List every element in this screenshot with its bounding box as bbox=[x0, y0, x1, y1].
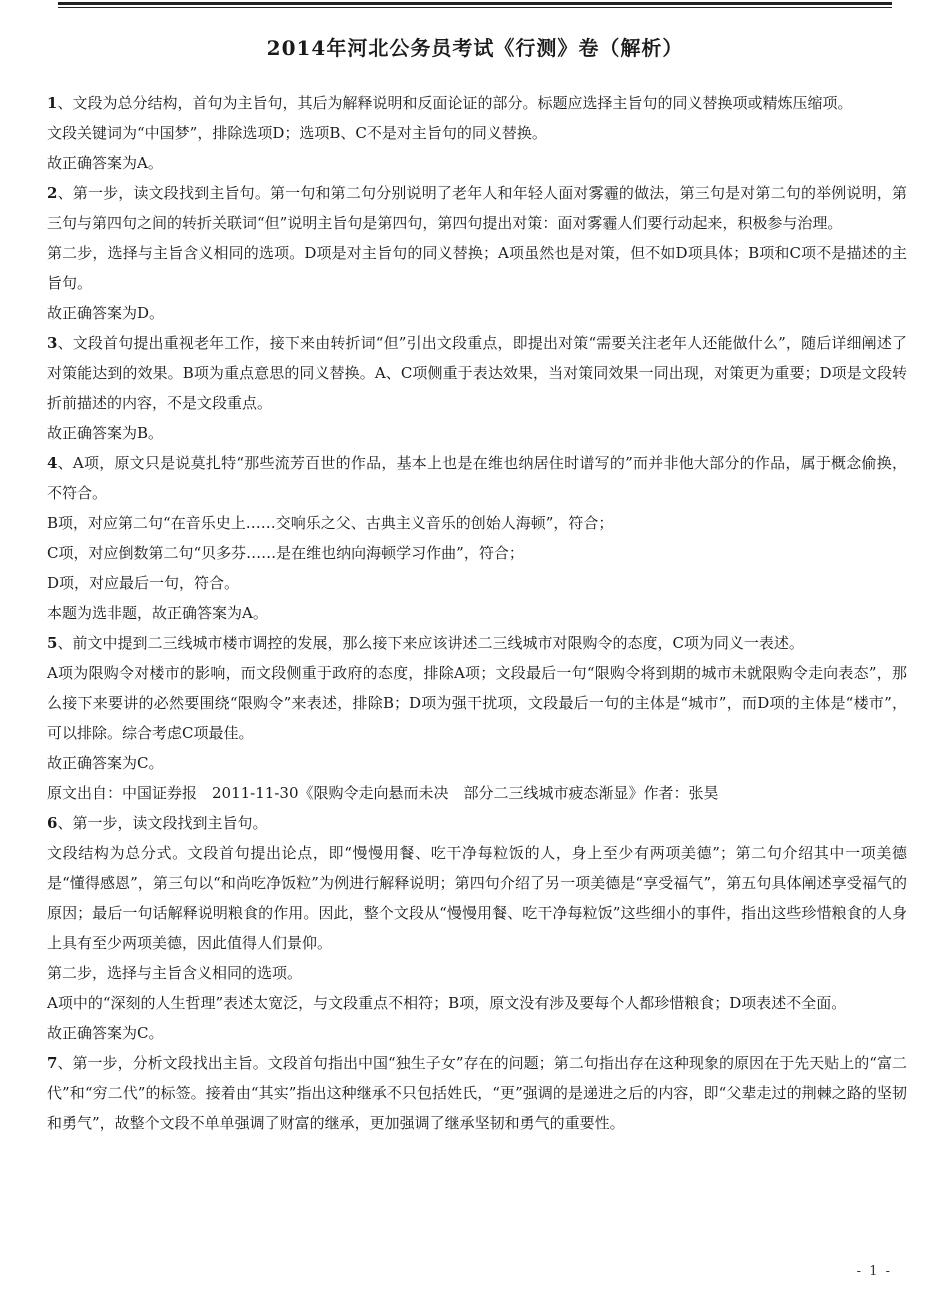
header-rule-thick bbox=[58, 2, 892, 5]
paragraph bbox=[47, 88, 907, 118]
paragraph-text: 、第一步，分析文段找出主旨。文段首句指出中国“独生子女”存在的问题；第二句指出存在这种现象的原因在于先天贴上的“富二代”和“穷二代”的标签。接着由“其实”指出这种继承不只包括姓氏，“更”强调的是递进之后的内容，即“父辈走过的荆棘之路的坚韧和勇气”，故整个文段不单单强调了财富的继承，更加强调了继承坚韧和勇气的重要性。 bbox=[47, 1054, 907, 1132]
paragraph bbox=[47, 1018, 907, 1048]
paragraph bbox=[47, 808, 907, 838]
answer-line: 本题为选非题，故正确答案为A。 bbox=[47, 604, 268, 622]
paragraph bbox=[47, 958, 907, 988]
paragraph bbox=[47, 628, 907, 658]
paragraph bbox=[47, 508, 907, 538]
paragraph bbox=[47, 178, 907, 238]
paragraph-text: 、文段为总分结构，首句为主旨句，其后为解释说明和反面论证的部分。标题应选择主旨句的同义替换项或精炼压缩项。 bbox=[57, 94, 853, 112]
header-rule-thin bbox=[58, 7, 892, 8]
paragraph bbox=[47, 538, 907, 568]
paragraph bbox=[47, 778, 907, 808]
answer-line: 故正确答案为C。 bbox=[47, 754, 164, 772]
paragraph bbox=[47, 748, 907, 778]
paragraph bbox=[47, 328, 907, 418]
paragraph-text: 、前文中提到二三线城市楼市调控的发展，那么接下来应该讲述二三线城市对限购令的态度，C项为同义一表述。 bbox=[57, 634, 804, 652]
paragraph bbox=[47, 988, 907, 1018]
question-number: 6 bbox=[47, 814, 58, 832]
paragraph-text: A项中的“深刻的人生哲理”表述太宽泛，与文段重点不相符；B项，原文没有涉及要每个人都珍惜粮食；D项表述不全面。 bbox=[47, 994, 847, 1012]
paragraph-text: A项为限购令对楼市的影响，而文段侧重于政府的态度，排除A项；文段最后一句“限购令将到期的城市未就限购令走向表态”，那么接下来要讲的必然要围绕“限购令”来表述，排除B；D项为强干扰项，文段最后一句的主体是“城市”，而D项的主体是“楼市”，可以排除。综合考虑C项最佳。 bbox=[47, 664, 907, 742]
paragraph-text: 第二步，选择与主旨含义相同的选项。 bbox=[47, 964, 303, 982]
answer-line: 故正确答案为A。 bbox=[47, 154, 163, 172]
question-number: 3 bbox=[47, 334, 58, 352]
paragraph bbox=[47, 448, 907, 508]
paragraph bbox=[47, 658, 907, 748]
document-body bbox=[47, 88, 907, 1138]
paragraph bbox=[47, 118, 907, 148]
paragraph-text: C项，对应倒数第二句“贝多芬……是在维也纳向海顿学习作曲”，符合； bbox=[47, 544, 524, 562]
question-number: 2 bbox=[47, 184, 58, 202]
paragraph-text: 文段关键词为“中国梦”，排除选项D；选项B、C不是对主旨句的同义替换。 bbox=[47, 124, 547, 142]
paragraph-text: 文段结构为总分式。文段首句提出论点，即“慢慢用餐、吃干净每粒饭的人，身上至少有两项美德”；第二句介绍其中一项美德是“懂得感恩”，第三句以“和尚吃净饭粒”为例进行解释说明；第四句介绍了另一项美德是“享受福气”，第五句具体阐述享受福气的原因；最后一句话解释说明粮食的作用。因此，整个文段从“慢慢用餐、吃干净每粒饭”这些细小的事件，指出这些珍惜粮食的人身上具有至少两项美德，因此值得人们景仰。 bbox=[47, 844, 907, 952]
paragraph bbox=[47, 238, 907, 298]
paragraph bbox=[47, 148, 907, 178]
question-number: 5 bbox=[47, 634, 58, 652]
answer-line: 故正确答案为C。 bbox=[47, 1024, 164, 1042]
document-title: 2014年河北公务员考试《行测》卷（解析） bbox=[266, 36, 684, 61]
question-number: 4 bbox=[47, 454, 58, 472]
question-number: 7 bbox=[47, 1054, 58, 1072]
paragraph-text: 第二步，选择与主旨含义相同的选项。D项是对主旨句的同义替换；A项虽然也是对策，但不如D项具体；B项和C项不是描述的主旨句。 bbox=[47, 244, 907, 292]
paragraph bbox=[47, 418, 907, 448]
question-number: 1 bbox=[47, 94, 58, 112]
paragraph bbox=[47, 568, 907, 598]
paragraph-text: 、A项，原文只是说莫扎特“那些流芳百世的作品，基本上也是在维也纳居住时谱写的”而并非他大部分的作品，属于概念偷换，不符合。 bbox=[47, 454, 907, 502]
source-citation: 原文出自：中国证券报 2011-11-30《限购令走向悬而未决 部分二三线城市疲态渐显》作者：张昊 bbox=[47, 784, 719, 802]
answer-line: 故正确答案为B。 bbox=[47, 424, 164, 442]
paragraph-text: 、文段首句提出重视老年工作，接下来由转折词“但”引出文段重点，即提出对策“需要关注老年人还能做什么”，随后详细阐述了对策能达到的效果。B项为重点意思的同义替换。A、C项侧重于表达效果，当对策同效果一同出现，对策更为重要；D项是文段转折前描述的内容，不是文段重点。 bbox=[47, 334, 907, 412]
paragraph bbox=[47, 1048, 907, 1138]
paragraph-text: D项，对应最后一句，符合。 bbox=[47, 574, 240, 592]
paragraph bbox=[47, 838, 907, 958]
paragraph-text: B项，对应第二句“在音乐史上……交响乐之父、古典主义音乐的创始人海顿”，符合； bbox=[47, 514, 614, 532]
paragraph bbox=[47, 298, 907, 328]
paragraph-text: 、第一步，读文段找到主旨句。第一句和第二句分别说明了老年人和年轻人面对雾霾的做法，第三句是对第二句的举例说明，第三句与第四句之间的转折关联词“但”说明主旨句是第四句，第四句提出对策：面对雾霾人们要行动起来，积极参与治理。 bbox=[47, 184, 907, 232]
answer-line: 故正确答案为D。 bbox=[47, 304, 165, 322]
page-number: - 1 - bbox=[856, 1264, 892, 1279]
paragraph bbox=[47, 598, 907, 628]
paragraph-text: 、第一步，读文段找到主旨句。 bbox=[57, 814, 268, 832]
